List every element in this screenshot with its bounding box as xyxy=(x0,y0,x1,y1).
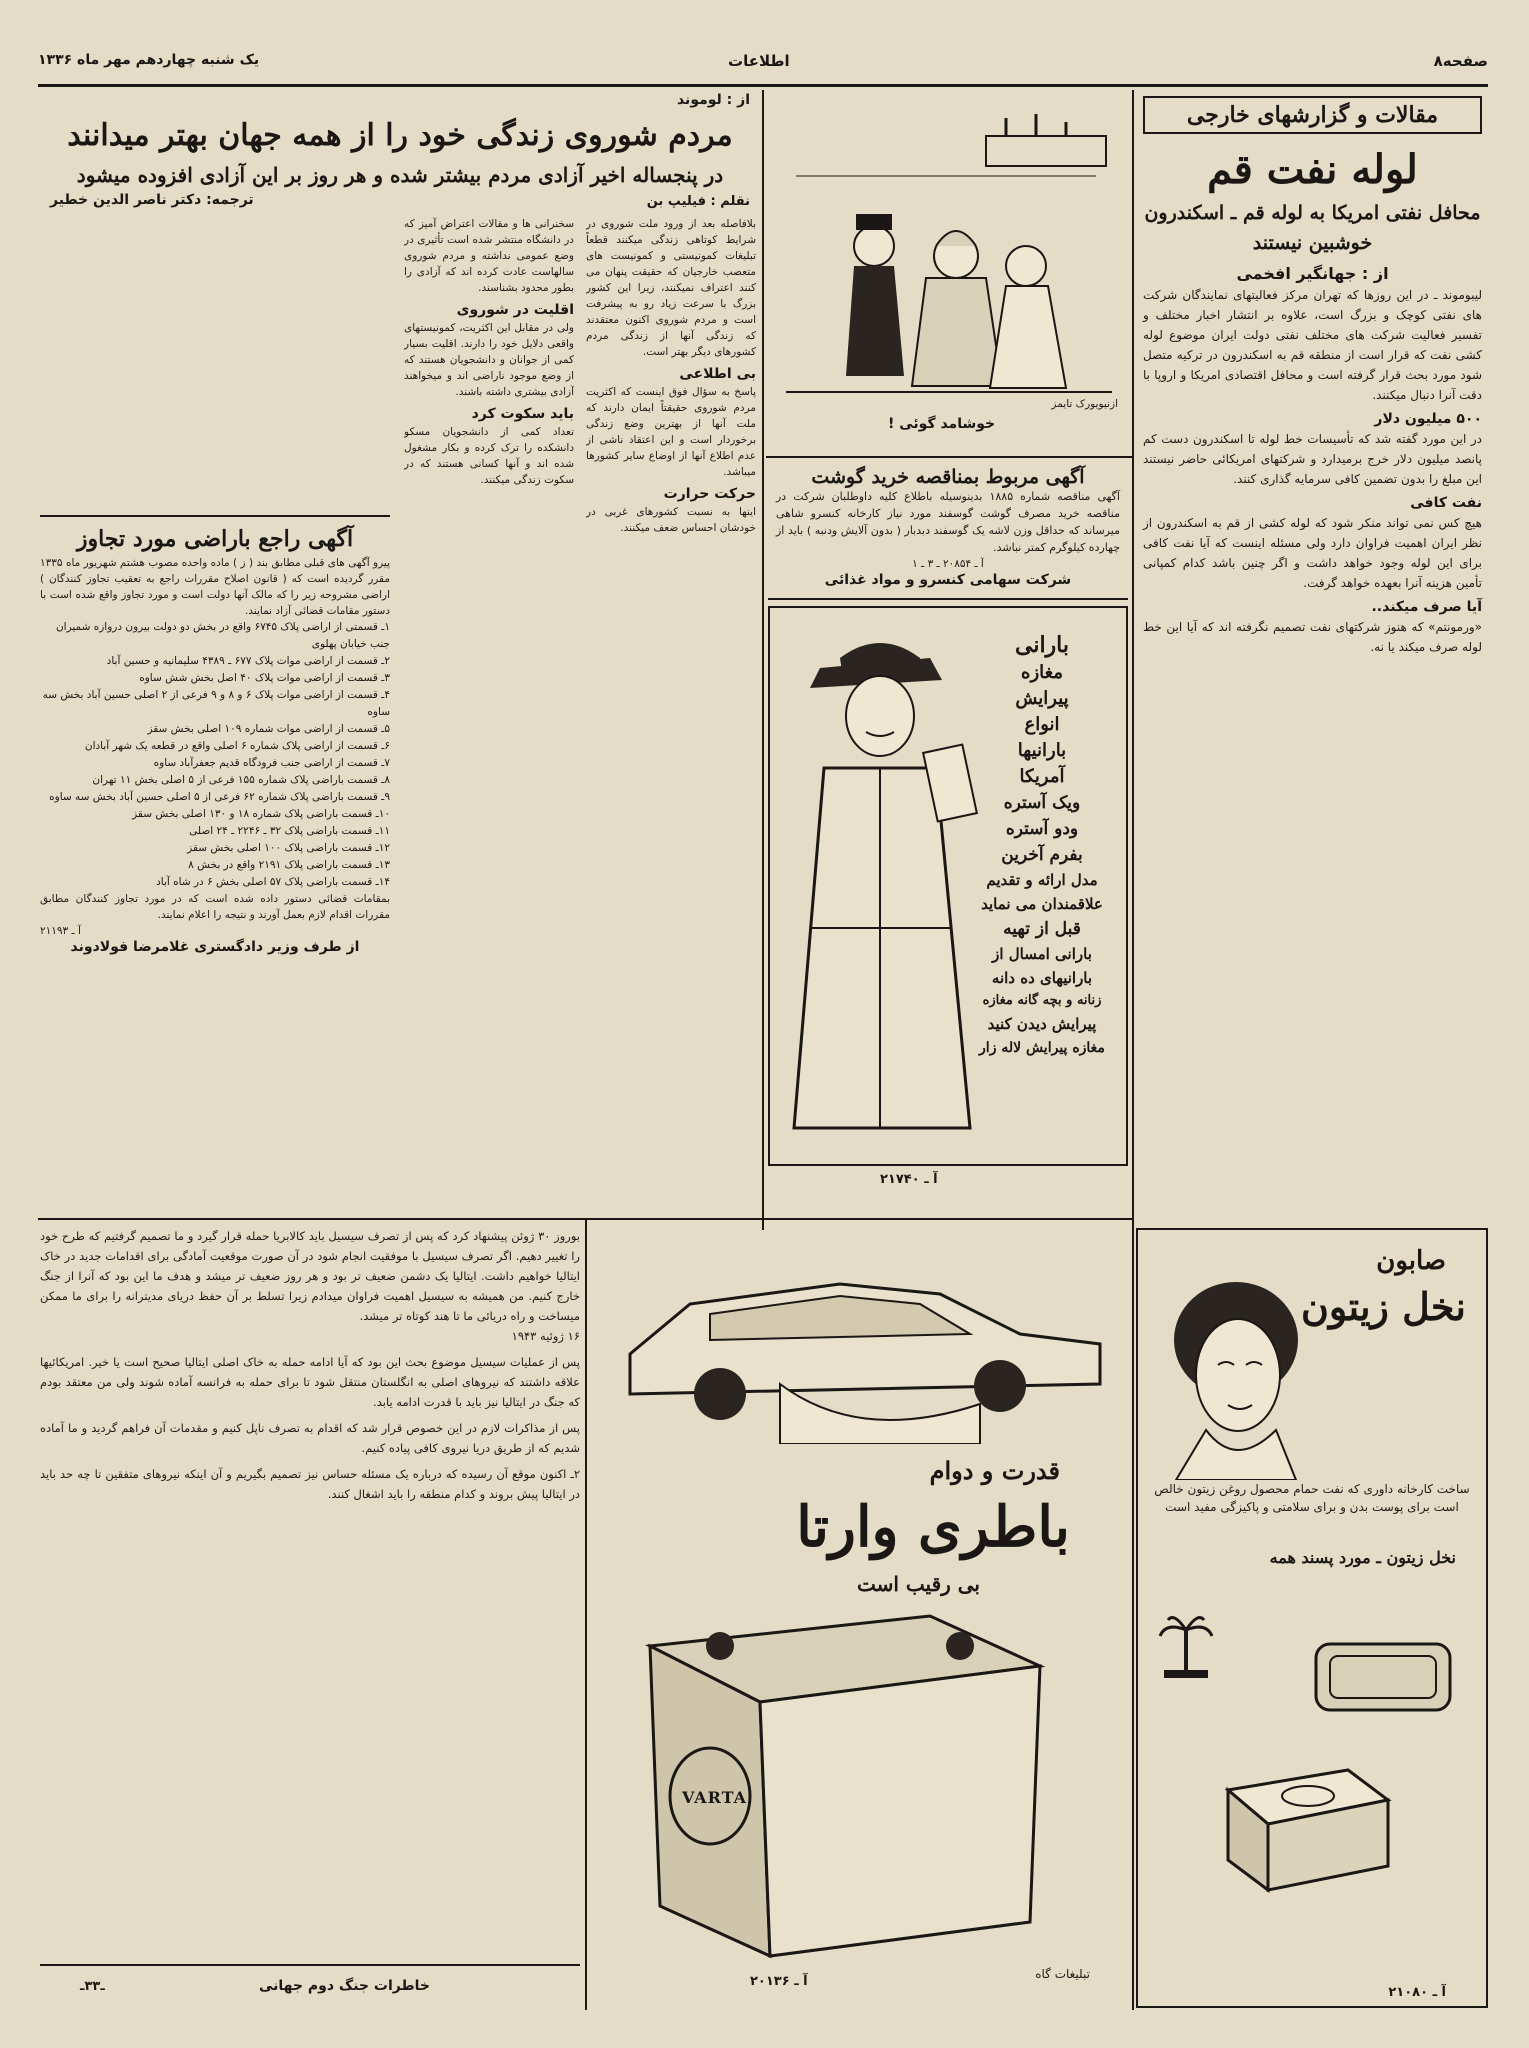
cartoon-illustration xyxy=(776,96,1122,406)
subhead-3: اقلیت در شوروی xyxy=(456,302,574,318)
soap-bar-illustration xyxy=(1308,1630,1458,1720)
list-item: ۱۱ـ قسمت باراضی پلاک ۳۲ ـ ۲۲۴۶ ـ ۲۴ اصلی xyxy=(189,825,390,837)
subhead: محافل نفتی امریکا به لوله قم ـ اسکندرون خوشبین نیستند xyxy=(1144,202,1481,254)
palm-tree-icon xyxy=(1156,1610,1216,1680)
list-item: ۷ـ قسمت از اراضی جنب فرودگاه قدیم جعفرآباد ساوه xyxy=(153,757,390,769)
body-text: سخنرانی ها و مقالات اعتراض آمیز که در دانشگاه منتشر شده است تأثیری در وضع عمومی نداشته و مردم شوروی سالهاست عادت کرده اند که آزادی را بطور محدود بشناسند. xyxy=(404,218,574,294)
notice-intro: پیرو آگهی های قبلی مطابق بند ( ز ) ماده واحده مصوب هشتم شهریور ماه ۱۳۳۵ مقرر گردیده است که ( قانون اصلاح مقررات راجع به تعقیب تجاوز کنندگان ) اراضی مشروحه زیر را که مالک آنها دولت است و مورد تجاوز واقع شده است با دستور مقامات قضائی آزاد نمایند. xyxy=(40,557,390,617)
tender-notice xyxy=(768,462,1128,600)
article-headline: مردم شوروی زندگی خود را از همه جهان بهتر میدانند xyxy=(67,118,733,153)
notice-list xyxy=(40,619,390,891)
col-rule-left-bottom xyxy=(585,1220,587,2010)
section-title-box xyxy=(1143,96,1482,134)
soap-tagline: نخل زیتون ـ مورد پسند همه xyxy=(1269,1548,1456,1567)
body-text: هیچ کس نمی تواند منکر شود که لوله کشی از قم به اسکندرون از نظر ایران اهمیت فراوان دارد ولی مسئله اینست که آیا نفت کافی برای این لوله وجود خواهد داشت و اگر چنین باشد کدام کمپانی تأمین هزینه آنرا بعهده خواهد گرفت. xyxy=(1143,516,1482,590)
battery-brand: باطری وارتا xyxy=(796,1494,1070,1560)
notice-code: آ ـ ۲۱۱۹۳ xyxy=(40,925,81,937)
battery-slogan-2: بی رقیب است xyxy=(856,1572,980,1596)
notice-outro: بمقامات قضائی دستور داده شده است که در مورد تجاوز کنندگان مطابق مقررات اقدام لازم بعمل آورند و نتیجه را اعلام نمایند. xyxy=(40,893,390,921)
body-text: تعداد کمی از دانشجویان مسکو دانشکده را ترک کرده و بکار مشغول شده اند و آنها کسانی هستند که در سکوت زندگی میکنند. xyxy=(404,426,574,486)
raincoat-line: قبل از تهیه xyxy=(1003,919,1081,939)
right-column xyxy=(1135,90,1490,1220)
body-text: پس از عملیات سیسیل موضوع بحث این بود که آیا ادامه حمله به خاک اصلی ایتالیا صحیح است یا خیر. امریکائیها علاقه داشتند که نیروهای اصلی به انگلستان منتقل شود تا برای حمله به فرانسه آماده شوند ولی من معتقد بودم که جنگ در ایتالیا نیز باید با قدرت ادامه یابد. xyxy=(40,1355,580,1409)
issue-date: یک شنبه چهاردهم مهر ماه ۱۳۳۶ xyxy=(38,52,260,68)
list-item: ۱۲ـ قسمت باراضی پلاک ۱۰۰ اصلی بخش سقز xyxy=(187,842,390,854)
masthead xyxy=(38,42,1488,82)
raincoat-line: بارانیها xyxy=(1017,740,1067,761)
cartoon-rule xyxy=(766,456,1132,458)
raincoat-line: پیرایش xyxy=(1015,688,1069,709)
tender-title: آگهی مربوط بمناقصه خرید گوشت xyxy=(811,466,1085,488)
body-text: اینها به نسبت کشورهای غربی در خودشان احساس ضعف میکنند. xyxy=(586,506,756,534)
battery-illustration xyxy=(630,1606,1050,1966)
raincoat-line: بفرم آخرین xyxy=(1001,845,1083,865)
cartoon-caption: خوشامد گوئی ! xyxy=(888,416,996,432)
body-text: پس از مذاکرات لازم در این خصوص قرار شد که اقدام به تصرف ناپل کنیم و مقدمات آن فراهم گردید و ما آماده شدیم که از طریق دریا نیروی کافی پیاده کنیم. xyxy=(40,1421,580,1455)
article-source: از : لوموند xyxy=(676,92,750,108)
battery-slogan-1: قدرت و دوام xyxy=(929,1456,1060,1485)
soap-ad xyxy=(1136,1228,1488,2008)
article-col-2 xyxy=(404,216,574,1216)
body-text: ولی در مقابل این اکثریت، کمونیستهای واقعی دلایل خود را دارند. اقلیت بسیار کمی از جوانان و دانشجویان هستند که از وضع موجود ناراضی اند و میخواهند آزادی بیشتری داشته باشند. xyxy=(404,322,574,398)
soap-brand: نخل زیتون xyxy=(1300,1284,1466,1329)
raincoat-code: آ ـ ۲۱۷۴۰ xyxy=(880,1172,938,1187)
subhead-3: نفت کافی xyxy=(1410,495,1482,511)
article-col-1 xyxy=(586,216,756,1216)
list-item: ۵ـ قسمت از اراضی موات شماره ۱۰۹ اصلی بخش سقز xyxy=(147,723,390,735)
cartoon-source: ازنیویورک تایمز xyxy=(1051,398,1118,410)
tender-sign: شرکت سهامی کنسرو و مواد غذائی xyxy=(824,572,1072,588)
page-number: صفحه۸ xyxy=(1433,52,1488,70)
subhead-4: حرکت حرارت xyxy=(663,486,756,502)
tender-body: آگهی مناقصه شماره ۱۸۸۵ بدینوسیله باطلاع کلیه داوطلبان شرکت در مناقصه خرید مصرف گوشت گوسفند مورد نیاز کارخانه کنسرو شاهی میرساند که حداقل وزن لاشه یک گوسفند دبدبار ( بدون آلایش ودنبه ) باید از چهارده کیلوگرم کمتر نباشد. xyxy=(776,490,1120,554)
body-text: پاسخ به سؤال فوق اینست که اکثریت مردم شوروی حقیقتاً ایمان دارند که ملت آنها از بهترین وضع زندگی برخوردار است و این اعتقاد ناشی از عدم اطلاع آنها از اوضاع سایر کشورها میباشد. xyxy=(586,386,756,478)
soap-body: ساخت کارخانه داوری که نفت حمام محصول روغن زیتون خالص است برای پوست بدن و برای سلامتی و پاکیزگی مفید است xyxy=(1154,1482,1470,1514)
soap-label: صابون xyxy=(1376,1246,1446,1276)
body-text: لیبوموند ـ در این روزها که تهران مرکز فعالیتهای نمایندگان شرکت های نفتی کوچک و بزرگ است، علاوه بر انتشار اخبار مختلف و تفسیر فعالیت شرکت های مختلف نفتی دولت ایران موضوع لوله کشی نفت که قرار است از منطقه قم به اسکندرون در ترکیه متصل شود مورد بحث قرار گرفته است و محافل اقتصادی امریکا و اروپا با دقت آنرا دنبال میکنند. xyxy=(1143,288,1482,402)
col-rule-right xyxy=(1132,90,1134,2010)
subhead-2: بی اطلاعی xyxy=(679,366,756,382)
raincoat-line: مغازه xyxy=(1021,662,1063,683)
soap-box-illustration xyxy=(1208,1750,1398,1900)
article-byline: نقلم : فیلیپ بن xyxy=(646,194,750,209)
subhead-2: ۵۰۰ میلیون دلار xyxy=(1374,411,1482,427)
battery-ad-code: آ ـ ۲۰۱۳۶ xyxy=(750,1974,808,1989)
raincoat-line: بارانی امسال از xyxy=(992,945,1092,963)
battery-ad xyxy=(590,1226,1130,2008)
byline: از : جهانگیر افخمی xyxy=(1236,264,1389,283)
raincoat-line: آمریکا xyxy=(1019,766,1065,787)
list-item: ۲ـ قسمت از اراضی موات پلاک ۶۷۷ ـ ۴۳۸۹ سلیمانیه و حسین آباد xyxy=(106,655,390,667)
list-item: ۱۳ـ قسمت باراضی پلاک ۲۱۹۱ واقع در بخش ۸ xyxy=(188,859,390,871)
raincoat-line: علاقمندان می نماید xyxy=(981,895,1103,913)
raincoat-line: ویک آستره xyxy=(1003,793,1081,813)
list-item: ۸ـ قسمت باراضی پلاک شماره ۱۵۵ فرعی از ۵ اصلی بخش ۱۱ تهران xyxy=(92,774,390,786)
raincoat-line: ودو آستره xyxy=(1005,819,1079,839)
body-text: بوروز ۳۰ ژوئن پیشنهاد کرد که پس از تصرف سیسیل باید کالابریا حمله قرار گیرد و ما تصمیم گرفتیم که طرح خود را تغییر دهیم. اگر تصرف سیسیل با موفقیت انجام شود در آن صورت موقعیت آمادگی برای اقدامات جدید در خاک ایتالیا خواهیم داشت. ایتالیا یک دشمن ضعیف تر بود و هر روز ضعیف تر میشد و هدف ما این بود که آنرا از جنگ خارج کنیم. من همیشه به سیسیل اهمیت فراوان میدادم زیرا تسلط بر آن حفظ دریای مدیترانه را برای ما ممکن میساخت و راه دریائی ما تا هند کوتاه تر میشد. xyxy=(40,1229,580,1323)
raincoat-line: مغازه پیرایش لاله زار xyxy=(979,1040,1105,1056)
list-item: ۴ـ قسمت از اراضی موات پلاک ۶ و ۸ و ۹ فرعی از ۲ اصلی حسین آباد بخش سه ساوه xyxy=(42,689,390,718)
subhead-4: آیا صرف میکند.. xyxy=(1371,599,1482,615)
headline: لوله نفت قم xyxy=(1207,146,1418,193)
body-text: ۲ـ اکنون موقع آن رسیده که درباره یک مسئله حساس نیز تصمیم بگیریم و آن اینکه نیروهای متفقین تا چه حد باید در ایتالیا پیش بروند و کدام منطقه را باید اشغال کنند. xyxy=(40,1467,580,1501)
battery-dealer: تبلیغات گاه xyxy=(1035,1967,1090,1981)
body-text: در این مورد گفته شد که تأسیسات خط لوله تا اسکندرون دست کم پانصد میلیون دلار خرج برمیدارد و شرکتهای امریکائی حاضر نیستند این مبلغ را بدون تضمین کافی سرمایه گذاری کنند. xyxy=(1143,432,1482,486)
notice-title: آگهی راجع باراضی مورد تجاوز xyxy=(76,526,354,552)
raincoat-line: مدل ارائه و تقدیم xyxy=(986,871,1098,889)
car-illustration xyxy=(600,1234,1120,1444)
paper-name: اطلاعات xyxy=(728,52,790,70)
raincoat-line: انواع xyxy=(1024,714,1060,735)
list-item: ۱۰ـ قسمت باراضی پلاک شماره ۱۸ و ۱۳۰ اصلی بخش سقز xyxy=(132,808,390,820)
list-item: ۱ـ قسمتی از اراضی پلاک ۶۷۴۵ واقع در بخش دو دولت بیرون دروازه شمیران جنب خیابان پهلوی xyxy=(55,621,390,650)
raincoat-text-block xyxy=(972,630,1112,1060)
soap-ad-code: آ ـ ۲۱۰۸۰ xyxy=(1388,1985,1446,2000)
memoir-footer-rule xyxy=(40,1964,580,1966)
raincoat-ad xyxy=(768,606,1128,1166)
subhead-5: باید سکوت کرد xyxy=(471,406,574,422)
land-notice xyxy=(40,515,390,1215)
body-text: بلافاصله بعد از ورود ملت شوروی در شرایط کوتاهی زندگی میکنند قطعاً تبلیغات کمونیستی و کمونیست های متعصب خارجیان که حقیقت پنهان می کنند اعتراف نمیکنند، زیرا این کشور بزرگ با سرعت زیاد رو به پیشرفت است و مردم شوروی اکنون معتقدند که زندگی آنها از زندگی مردم کشورهای دیگر بهتر است. xyxy=(586,218,756,358)
battery-label-brand: VARTA xyxy=(682,1788,748,1807)
list-item: ۹ـ قسمت باراضی پلاک شماره ۶۲ فرعی از ۵ اصلی حسین آباد بخش سه ساوه xyxy=(49,791,390,803)
raincoat-line: پیرایش دیدن کنید xyxy=(987,1015,1097,1033)
list-item: ۶ـ قسمت از اراضی پلاک شماره ۶ اصلی واقع در قطعه یک شهر آبادان xyxy=(84,740,390,752)
translator: ترجمه: دکتر ناصر الدین خطیر xyxy=(50,192,254,208)
masthead-rule xyxy=(38,84,1488,87)
cartoon-box xyxy=(768,90,1128,460)
notice-sign: از طرف وزیر دادگستری غلامرضا فولادوند xyxy=(70,939,360,955)
man-in-raincoat-illustration xyxy=(780,628,980,1148)
raincoat-line: زنانه و بچه گانه مغازه xyxy=(982,993,1102,1008)
article-subhead: در پنجساله اخیر آزادی مردم بیشتر شده و هر روز بر این آزادی افزوده میشود xyxy=(76,163,724,187)
raincoat-line: بارانیهای ده دانه xyxy=(991,969,1093,987)
body-text: «ورمونتم» که هنوز شرکتهای نفت تصمیم نگرفته اند که آیا این خط لوله صرف میکند یا نه. xyxy=(1143,620,1482,654)
col-rule-mid xyxy=(762,90,764,1230)
list-item: ۳ـ قسمت از اراضی موات پلاک ۴۰ اصل بخش شش ساوه xyxy=(139,672,390,684)
tender-code: آ ـ ۲۰۸۵۴ ـ ۳ ـ ۱ xyxy=(912,558,984,570)
list-item: ۱۴ـ قسمت باراضی پلاک ۵۷ اصلی بخش ۶ در شاه آباد xyxy=(156,876,390,888)
date-line: ۱۶ ژوئیه ۱۹۴۳ xyxy=(511,1329,580,1343)
memoir-footer: خاطرات جنگ دوم جهانی xyxy=(258,1978,430,1994)
woman-illustration xyxy=(1146,1270,1316,1480)
memoir-article xyxy=(40,1226,580,2006)
page-label: ـ۳۳ـ xyxy=(80,1979,105,1994)
raincoat-line: بارانی xyxy=(1014,632,1070,658)
section-title: مقالات و گزارشهای خارجی xyxy=(1186,102,1439,128)
